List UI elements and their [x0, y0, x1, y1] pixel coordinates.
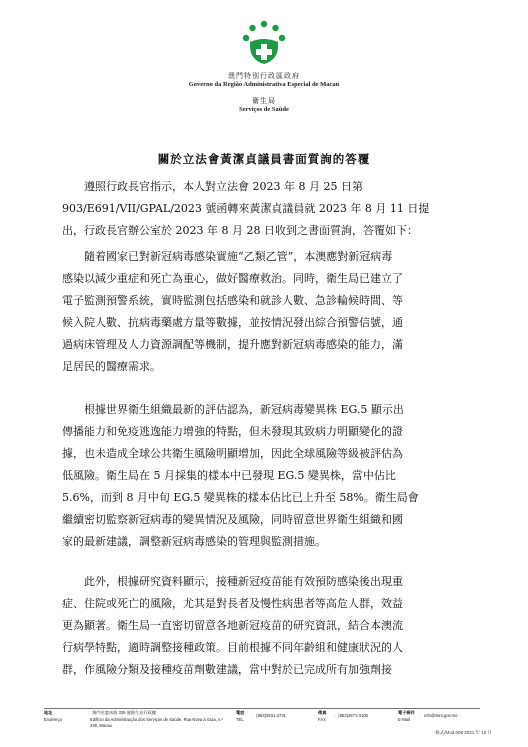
- footer-fax: ：(853)2871-3105: [334, 713, 368, 718]
- footer-email[interactable]: ：info@ssm.gov.mo: [420, 713, 458, 718]
- paragraph-line: 感染以減少重症和死亡為重心，做好醫療救治。同時，衛生局已建立了: [62, 272, 403, 285]
- paragraph-line: 根據世界衛生組織最新的評估認為，新冠病毒變異株 EG.5 顯示出: [84, 403, 404, 416]
- paragraph-line: 電子監測預警系統，實時監測包括感染和就診人數、急診輪候時間、等: [62, 294, 403, 307]
- footer-fax-label-pt: FAX: [318, 717, 326, 722]
- paragraph-line: 行病學特點，適時調整接種政策。目前根據不同年齡組和健康狀況的人: [62, 641, 403, 654]
- paragraph-line: 此外，根據研究資料顯示，接種新冠疫苗能有效預防感染後出現重: [84, 575, 403, 588]
- paragraph-line: 據，也未造成全球公共衛生風險明顯增加，因此全球風險等級被評估為: [62, 447, 403, 460]
- footer-divider: [44, 708, 480, 709]
- paragraph-line: 5.6%，而到 8 月中旬 EG.5 變異株的樣本佔比已上升至 58%。衛生局會: [62, 491, 419, 504]
- footer-phone-label-pt: TEL: [236, 717, 244, 722]
- paragraph-line: 家的最新建議，調整新冠病毒感染的管理與監測措施。: [62, 535, 326, 548]
- paragraph-line: 遵照行政長官指示，本人對立法會 2023 年 8 月 25 日第: [84, 180, 363, 193]
- footer-address-zh: ：澳門若憲馬路 339 號衛生局行政樓: [88, 710, 156, 715]
- paragraph-4: [62, 571, 464, 681]
- paragraph-3: [62, 399, 464, 553]
- paragraph-line: 過病床管理及人力資源調配等機制，提升應對新冠病毒感染的能力，滿: [62, 338, 403, 351]
- footer-address-pt: Edifício da Administração dos Serviços de Saúde, Rua Nova à Guia, n.º 339, Macau: [90, 717, 224, 728]
- footer-email-label-zh: 電子郵件: [398, 710, 415, 715]
- paragraph-line: 更為顯著。衛生局一直密切留意各地新冠疫苗的研究資訊，結合本澳流: [62, 619, 403, 632]
- dept-name-pt: Serviços de Saúde: [239, 106, 289, 113]
- paragraph-line: 隨着國家已對新冠病毒感染實施“乙類乙管”，本澳應對新冠病毒: [84, 250, 393, 263]
- paragraph-line: 症、住院或死亡的風險，尤其是對長者及慢性病患者等高危人群，效益: [62, 597, 403, 610]
- document-title: 關於立法會黃潔貞議員書面質詢的答覆: [157, 152, 371, 166]
- dept-name-zh: 衛生局: [252, 97, 276, 105]
- paragraph-line: 群，作風險分類及接種疫苗劑數建議，當中對於已完成所有加強劑接: [62, 663, 392, 676]
- org-name-zh: 澳門特別行政區政府: [228, 72, 300, 80]
- paragraph-line: 候入院人數、抗病毒藥處方量等數據，並按情況發出綜合預警信號，通: [62, 316, 403, 329]
- paragraph-line: 足居民的醫療需求。: [62, 360, 161, 373]
- footer-address-label-pt: Endereço: [44, 717, 62, 722]
- footer-address-label-zh: 地址: [44, 710, 53, 715]
- paragraph-2: [62, 246, 464, 378]
- footer-email-label-pt: E-Mail: [398, 717, 410, 722]
- org-name-pt: Governo da Região Administrativa Especial de Macau: [188, 81, 340, 88]
- footer-phone: ：(853)2831-3731: [252, 713, 286, 718]
- footer-fax-label-zh: 傳真: [318, 710, 327, 715]
- paragraph-line: 繼續密切監察新冠病毒的變異情況及風險，同時留意世界衛生組織和國: [62, 513, 403, 526]
- paragraph-line: 低風險。衛生局在 5 月採集的樣本中已發現 EG.5 變異株，當中佔比: [62, 469, 396, 482]
- paragraph-line: 傳播能力和免疫逃逸能力增強的特點，但未發現其致病力明顯變化的證: [62, 425, 403, 438]
- paragraph-line: 903/E691/VII/GPAL/2023 號函轉來黃潔貞議員就 2023 年 8 月 11 日提: [62, 202, 430, 215]
- form-reference: 格式/Mod.008 2021 年 10 月: [435, 730, 492, 735]
- health-bureau-logo-icon: [241, 20, 287, 66]
- paragraph-line: 出，行政長官辦公室於 2023 年 8 月 28 日收到之書面質詢，答覆如下：: [62, 224, 418, 237]
- footer-phone-label-zh: 電話: [236, 710, 245, 715]
- paragraph-1: [62, 176, 464, 242]
